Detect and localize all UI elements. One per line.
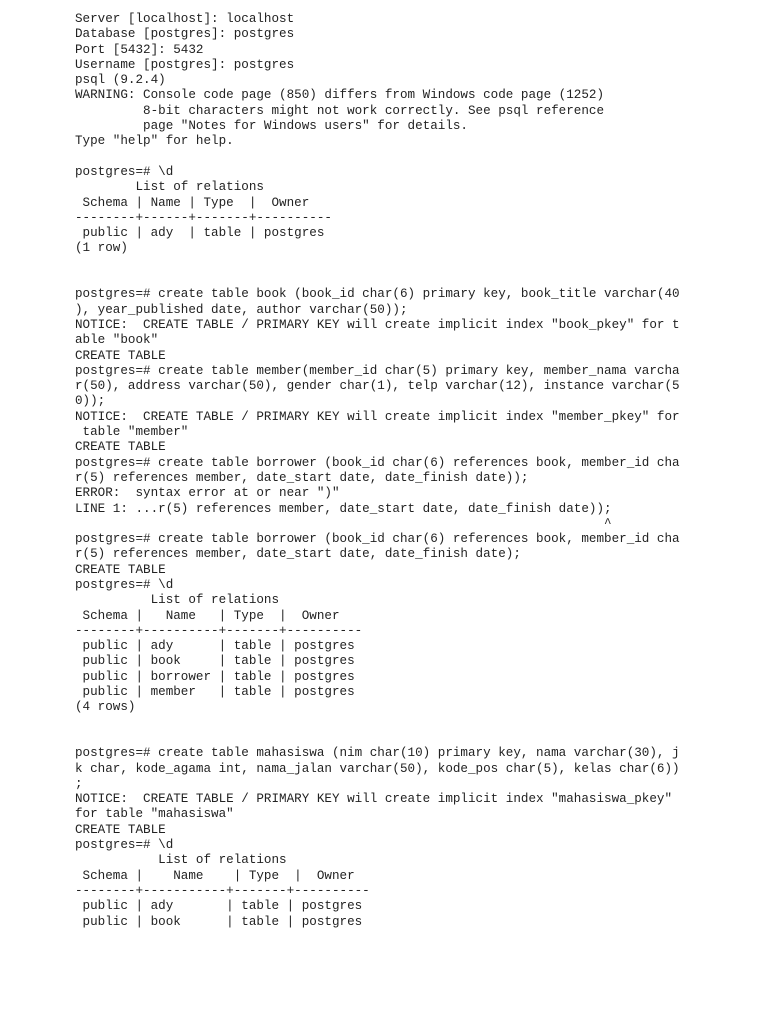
console-line: Username [postgres]: postgres <box>75 57 295 72</box>
console-line: NOTICE: CREATE TABLE / PRIMARY KEY will create implicit index "book_pkey" for t <box>75 317 680 332</box>
console-line: public | borrower | table | postgres <box>75 669 355 684</box>
console-line: postgres=# create table member(member_id char(5) primary key, member_nama varcha <box>75 363 680 378</box>
console-line: List of relations <box>75 853 287 868</box>
console-line: CREATE TABLE <box>75 822 166 837</box>
console-line <box>75 150 755 165</box>
console-line: postgres=# create table book (book_id char(6) primary key, book_title varchar(40 <box>75 287 680 302</box>
console-line <box>75 731 755 746</box>
console-line: --------+------+-------+---------- <box>75 210 332 225</box>
console-line: --------+----------+-------+---------- <box>75 623 363 638</box>
console-line: List of relations <box>75 593 280 608</box>
console-line: r(50), address varchar(50), gender char(1), telp varchar(12), instance varchar(5 <box>75 379 680 394</box>
console-line: Schema | Name | Type | Owner <box>75 195 310 210</box>
console-line: Port [5432]: 5432 <box>75 42 204 57</box>
console-line: postgres=# \d <box>75 577 174 592</box>
console-line: able "book" <box>75 333 159 348</box>
console-line: public | book | table | postgres <box>75 654 355 669</box>
console-line: postgres=# create table borrower (book_id char(6) references book, member_id cha <box>75 455 680 470</box>
console-line: Database [postgres]: postgres <box>75 27 295 42</box>
console-line: public | ady | table | postgres <box>75 639 355 654</box>
console-line: ERROR: syntax error at or near ")" <box>75 486 340 501</box>
console-line: CREATE TABLE <box>75 348 166 363</box>
console-line: table "member" <box>75 425 189 440</box>
console-line: NOTICE: CREATE TABLE / PRIMARY KEY will create implicit index "mahasiswa_pkey" <box>75 792 673 807</box>
console-line: (4 rows) <box>75 700 136 715</box>
console-line: WARNING: Console code page (850) differs from Windows code page (1252) <box>75 88 605 103</box>
console-line: ), year_published date, author varchar(50)); <box>75 302 408 317</box>
console-line: psql (9.2.4) <box>75 73 166 88</box>
console-line: Server [localhost]: localhost <box>75 12 295 26</box>
console-line: ; <box>75 776 83 791</box>
console-line: (1 row) <box>75 241 128 256</box>
console-line: CREATE TABLE <box>75 562 166 577</box>
console-line: LINE 1: ...r(5) references member, date_start date, date_finish date)); <box>75 501 612 516</box>
console-transcript <box>75 12 755 930</box>
console-line: for table "mahasiswa" <box>75 807 234 822</box>
console-line: postgres=# \d <box>75 838 174 853</box>
console-line: postgres=# create table mahasiswa (nim char(10) primary key, nama varchar(30), j <box>75 746 680 761</box>
console-line: public | ady | table | postgres <box>75 899 363 914</box>
console-line: public | member | table | postgres <box>75 685 355 700</box>
console-line: 0)); <box>75 394 106 409</box>
console-line: page "Notes for Windows users" for details. <box>75 119 468 134</box>
console-line: 8-bit characters might not work correctly. See psql reference <box>75 103 605 118</box>
console-line: --------+-----------+-------+---------- <box>75 883 370 898</box>
console-line <box>75 272 755 287</box>
console-line: Type "help" for help. <box>75 134 234 149</box>
console-line: NOTICE: CREATE TABLE / PRIMARY KEY will create implicit index "member_pkey" for <box>75 409 680 424</box>
console-line: CREATE TABLE <box>75 440 166 455</box>
console-line: r(5) references member, date_start date, date_finish date)); <box>75 470 529 485</box>
console-line: public | ady | table | postgres <box>75 226 325 241</box>
console-line: List of relations <box>75 180 264 195</box>
console-line: public | book | table | postgres <box>75 914 363 929</box>
console-line: k char, kode_agama int, nama_jalan varchar(50), kode_pos char(5), kelas char(6)) <box>75 761 680 776</box>
console-line <box>75 716 755 731</box>
console-line: postgres=# create table borrower (book_id char(6) references book, member_id cha <box>75 532 680 547</box>
console-line: postgres=# \d <box>75 164 174 179</box>
console-line <box>75 257 755 272</box>
console-line: r(5) references member, date_start date, date_finish date); <box>75 547 521 562</box>
console-line: ^ <box>75 516 612 531</box>
console-line: Schema | Name | Type | Owner <box>75 608 340 623</box>
console-line: Schema | Name | Type | Owner <box>75 868 355 883</box>
